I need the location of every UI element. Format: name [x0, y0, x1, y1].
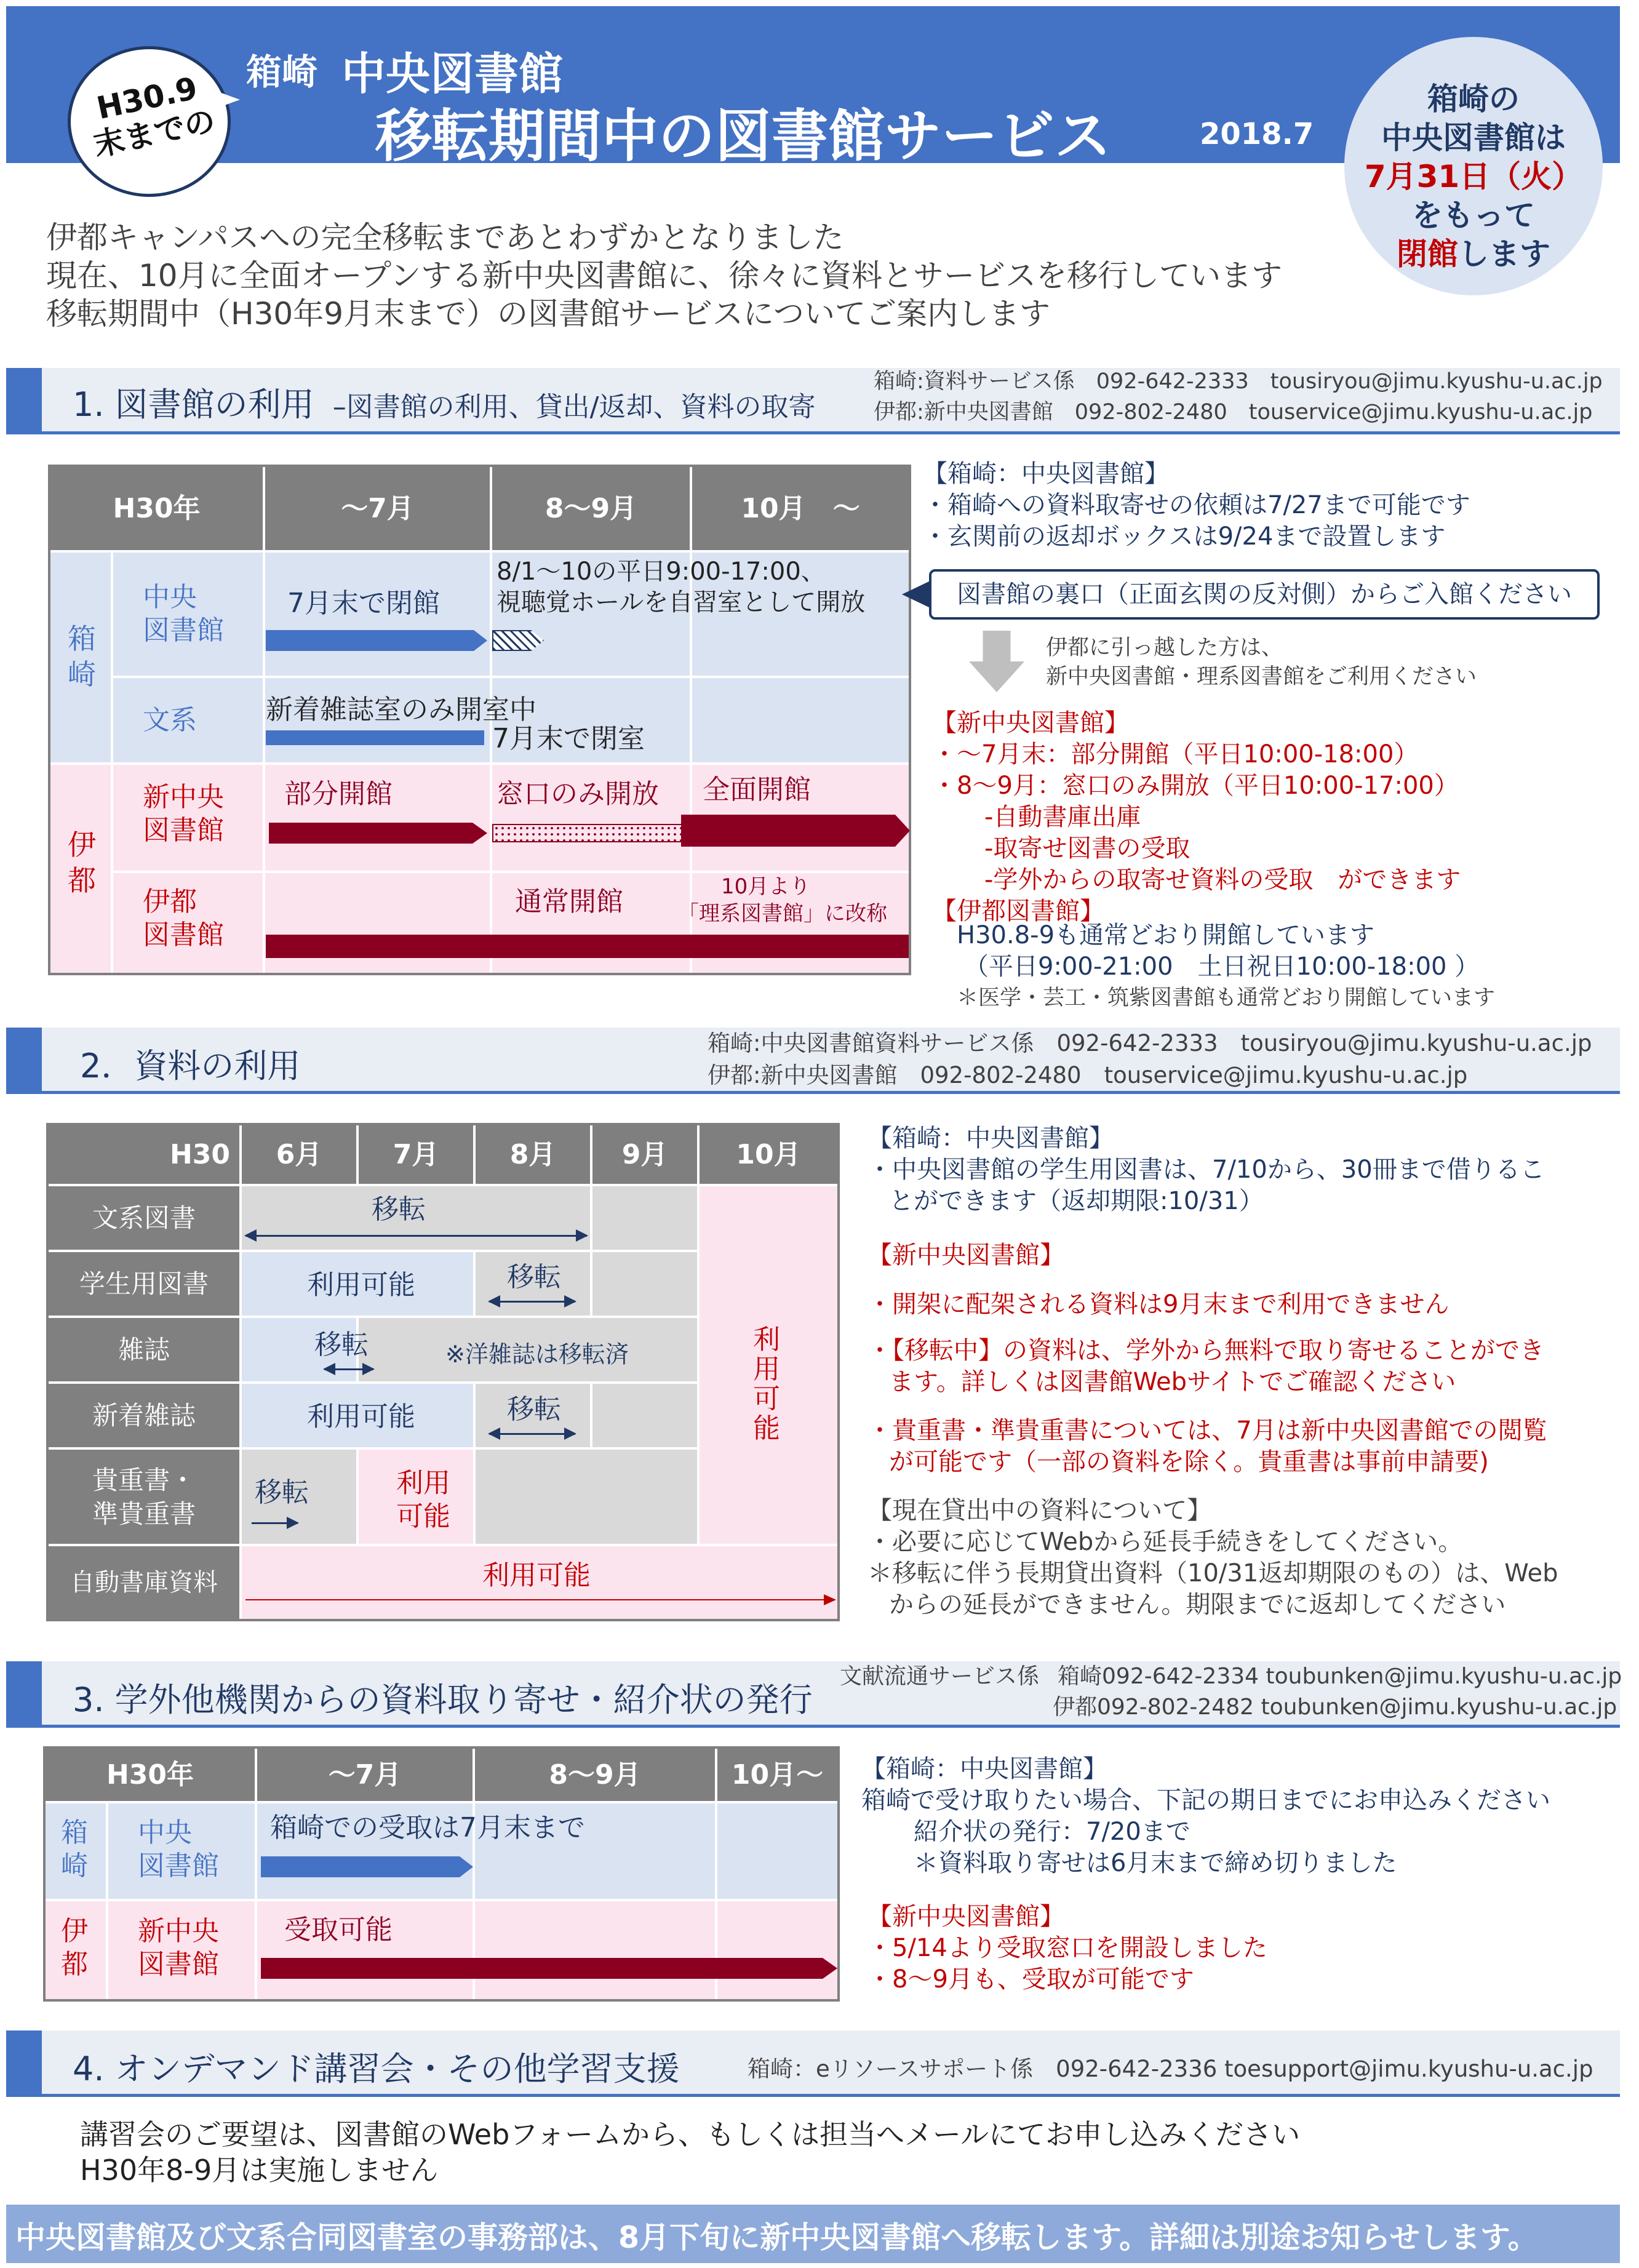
s3-notes-hakozaki: 【箱崎：中央図書館】 箱崎で受け取りたい場合、下記の期日までにお申込みください 紹介状の発行：7/20まで ＊資料取り寄せは6月末まで締め切りました [861, 1755, 1550, 1877]
section-4-marker [6, 2030, 42, 2097]
section-4-title: 4. オンデマンド講習会・その他学習支援 [73, 2050, 680, 2088]
s2-notes-heading: 【新中央図書館】 [867, 1241, 1064, 1269]
s3-notes-shinchuo: 【新中央図書館】 ・5/14より受取窓口を開設しました ・8～9月も、受取が可能です [867, 1903, 1267, 1994]
header-title-2: 移転期間中の図書館サービス [375, 103, 1112, 169]
cell-text: 7月末で閉館 [287, 588, 440, 619]
intro [46, 218, 1282, 333]
badge-text: H30.9末までの [90, 70, 218, 164]
s2-note: ・貴重書・準貴重書については、7月は新中央図書館での閲覧 が可能です（一部の資料を除く。貴重書は事前申請要) [867, 1416, 1547, 1476]
cell-text: 全面開館 [703, 774, 811, 805]
row-label: 文系図書 [49, 1186, 239, 1250]
arrow-both [489, 1433, 575, 1435]
cell-text: 受取可能 [284, 1914, 393, 1946]
group-label-ito-text: 伊都 [68, 828, 96, 897]
cell-text: 7月末で閉室 [492, 723, 645, 754]
circle-line-1: 箱崎の [1427, 81, 1520, 117]
cell [476, 1450, 697, 1544]
row-label: 雑誌 [49, 1318, 239, 1381]
row-label: 文系 [143, 705, 197, 736]
s1-callout: 図書館の裏口（正面玄関の反対側）からご入館ください [929, 569, 1600, 620]
table-header: 10月～ [717, 1749, 837, 1801]
cell-text: 移転 [255, 1477, 309, 1508]
arrow-both [245, 1235, 587, 1237]
cell-text: ※洋雑誌は移転済 [445, 1341, 629, 1368]
table-header: 8～9月 [492, 467, 690, 550]
s1-move-note: 伊都に引っ越した方は、 新中央図書館・理系図書館をご利用ください [1046, 636, 1477, 689]
arrow-both [489, 1301, 575, 1303]
table-header: 6月 [242, 1125, 356, 1184]
table-header: 10月 ～ [692, 467, 909, 550]
s2-note: ・開架に配架される資料は9月末まで利用できません [867, 1290, 1450, 1319]
section-3-contact: 文献流通サービス係 箱崎092-642-2334 toubunken@jimu.kyushu-u.ac.jp 伊都092-802-2482 toubunken@jimu.kyushu-u.ac.jp [840, 1664, 1622, 1720]
arrow-ito-normal [266, 935, 909, 958]
section-3-title: 3. 学外他機関からの資料取り寄せ・紹介状の発行 [73, 1680, 813, 1719]
section-2-title: 2．資料の利用 [80, 1047, 301, 1085]
cell-text: 利用 可能 [396, 1467, 450, 1532]
cell-text: 移転 [372, 1194, 426, 1225]
table-header: ～7月 [257, 1749, 473, 1801]
cell-text: 通常開館 [515, 886, 623, 917]
intro-line: 現在、10月に全面オープンする新中央図書館に、徐々に資料とサービスを移行しています [46, 258, 1283, 293]
cell-text-october: 利 用 可 能 [753, 1324, 780, 1444]
intro-line: 移転期間中（H30年9月末まで）の図書館サービスについてご案内します [46, 296, 1051, 332]
s2-notes-loans: 【現在貸出中の資料について】 ・必要に応じてWebから延長手続きをしてください。 ＊移転に伴う長期貸出資料（10/31返却期限のもの）は、Web からの延長ができません。期限までに返却してください [867, 1496, 1558, 1619]
section-1-table [48, 465, 911, 975]
footer-text: 中央図書館及び文系合同図書室の事務部は、8月下旬に新中央図書館へ移転します。詳細は別途お知らせします。 [15, 2220, 1538, 2255]
intro-line: 伊都キャンパスへの完全移転まであとわずかとなりました [46, 220, 844, 255]
closing-notice-circle [1344, 37, 1603, 295]
row-label: 貴重書・ 準貴重書 [49, 1450, 239, 1544]
group-text: 伊 都 [61, 1915, 88, 1980]
section-1-title: 1. 図書館の利用 –図書館の利用、貸出/返却、資料の取寄 [73, 385, 816, 424]
arrow-both [324, 1368, 373, 1370]
header-title-1: 中央図書館 [341, 48, 564, 100]
circle-line-4: をもって [1412, 198, 1535, 233]
s1-note-others: ＊医学・芸工・筑紫図書館も通常どおり開館しています [957, 986, 1496, 1010]
table-header: 9月 [592, 1125, 697, 1184]
arrow-line [245, 1599, 835, 1600]
arrow-partial [269, 823, 487, 844]
s1-notes-hakozaki: 【箱崎：中央図書館】 ・箱崎への資料取寄せの依頼は7/27まで可能です ・玄関前の返却ボックスは9/24まで設置します [923, 460, 1470, 551]
cell-text: 8/1～10の平日9:00-17:00、 視聴覚ホールを自習室として開放 [496, 557, 866, 617]
s1-notes-shinchuo: 【新中央図書館】 ・～7月末：部分開館（平日10:00-18:00） ・8～9月：窓口のみ開放（平日10:00-17:00） -自動書庫出庫 -取寄せ図書の受取 -学外からの取寄せ資料の受取 ができます 【伊都図書館】 [932, 709, 1461, 925]
group-text: 箱 崎 [61, 1817, 88, 1882]
cell-text: 移転 [314, 1329, 369, 1360]
cell-text: 箱崎での受取は7月末まで [270, 1812, 585, 1843]
cell-text: 新着雑誌室のみ開室中 [266, 694, 536, 725]
group-label-hakozaki-text: 箱崎 [68, 622, 96, 691]
arrow-head [824, 1594, 836, 1605]
cell-text: 利用可能 [307, 1401, 415, 1432]
arrow-right [252, 1522, 298, 1524]
row-label: 伊都 図書館 [143, 886, 224, 951]
arrow-receive-ito [261, 1958, 837, 1979]
table-header: H30 [49, 1125, 239, 1184]
s1-notes-ito: H30.8-9も通常どおり開館しています （平日9:00-21:00 土日祝日10:00-18:00 ） [957, 921, 1480, 981]
section-3-table [43, 1746, 840, 2002]
arrow-closure [266, 630, 487, 651]
row-label-text: 中央 図書館 [138, 1817, 219, 1882]
circle-line-5: 閉館します [1397, 236, 1550, 272]
circle-line-2: 中央図書館は [1381, 120, 1566, 156]
row-label: 自動書庫資料 [49, 1546, 239, 1619]
cell-text: 利用可能 [307, 1269, 415, 1301]
section-1-contact: 箱崎:資料サービス係 092-642-2333 tousiryou@jimu.kyushu-u.ac.jp 伊都:新中央図書館 092-802-2480 touservice@jimu.kyushu-u.ac.jp [874, 369, 1603, 425]
circle-date: 7月31日（火） [1364, 159, 1583, 194]
section-4-body: 講習会のご要望は、図書館のWebフォームから、もしくは担当へメールにてお申し込みください H30年8-9月は実施しません [80, 2118, 1301, 2187]
cell-text: 部分開館 [284, 778, 393, 810]
section-3-marker [6, 1661, 42, 1728]
table-header: ～7月 [265, 467, 490, 550]
cell-text: 窓口のみ開放 [496, 778, 659, 810]
table-header: 8月 [476, 1125, 590, 1184]
section-2-marker [6, 1028, 42, 1094]
section-2-table [46, 1123, 840, 1621]
s2-note: ・【移転中】の資料は、学外から無料で取り寄せることができ ます。詳しくは図書館Webサイトでご確認ください [867, 1336, 1544, 1396]
table-header: 7月 [359, 1125, 473, 1184]
table-header: 10月 [700, 1125, 837, 1184]
section-1-marker [6, 368, 42, 434]
row-label: 学生用図書 [49, 1252, 239, 1316]
header-campus: 箱崎 [246, 51, 318, 93]
callout-pointer [902, 581, 930, 608]
section-2-contact: 箱崎:中央図書館資料サービス係 092-642-2333 tousiryou@jimu.kyushu-u.ac.jp 伊都:新中央図書館 092-802-2480 touservice@jimu.kyushu-u.ac.jp [708, 1030, 1592, 1088]
s2-notes-hakozaki: 【箱崎：中央図書館】 ・中央図書館の学生用図書は、7/10から、30冊まで借りるこ とができます（返却期限:10/31） [867, 1124, 1545, 1215]
cell-text: 利用可能 [482, 1560, 591, 1591]
section-4-contact: 箱崎：eリソースサポート係 092-642-2336 toesupport@jimu.kyushu-u.ac.jp [748, 2056, 1593, 2082]
arrow-receive [261, 1856, 473, 1877]
row-label: 新着雑誌 [49, 1384, 239, 1447]
cell-text: 10月より 「理系図書館」に改称 [678, 874, 887, 926]
arrow-window [492, 824, 688, 842]
cell [592, 1186, 697, 1250]
cell [592, 1384, 697, 1447]
header-date: 2018.7 [1200, 117, 1314, 151]
cell-text: 移転 [507, 1261, 561, 1293]
table-header: H30年 [50, 467, 263, 550]
cell [592, 1252, 697, 1316]
table-header: 8～9月 [475, 1749, 715, 1801]
row-label: 新中央 図書館 [143, 781, 224, 846]
table-header: H30年 [46, 1749, 255, 1801]
row-label-text: 新中央 図書館 [138, 1915, 219, 1980]
down-arrow-icon [969, 631, 1024, 692]
cell-text: 移転 [507, 1394, 561, 1425]
row-label: 中央 図書館 [143, 581, 224, 646]
arrow-bunkei [266, 730, 484, 745]
arrow-full [681, 815, 910, 847]
